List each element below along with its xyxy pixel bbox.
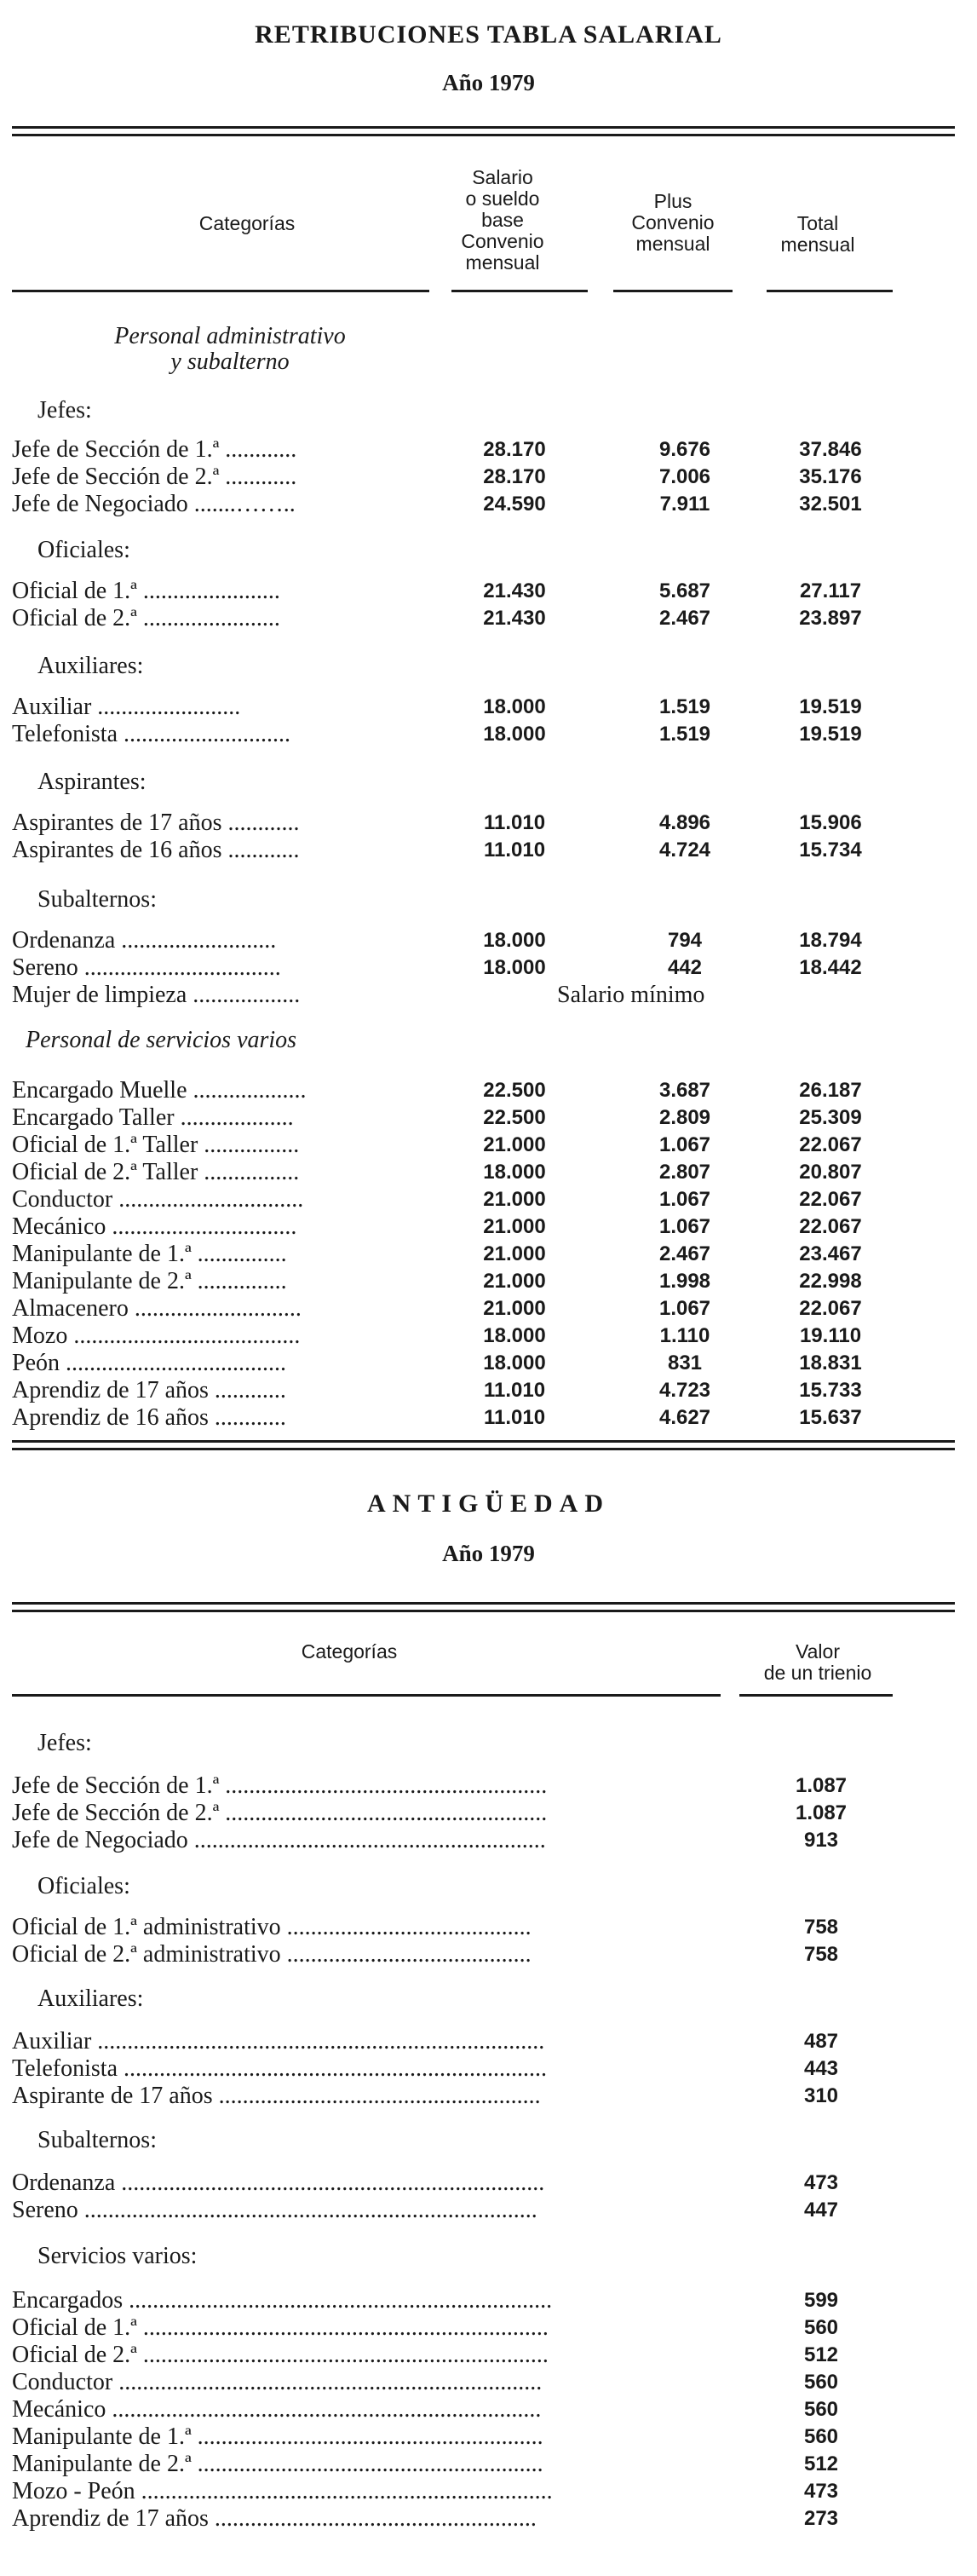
row-label: Telefonista ............................ [12, 721, 290, 747]
seniority-table-title: ANTIGÜEDAD [366, 1490, 611, 1518]
cell-base: 11.010 [483, 1379, 546, 1402]
header-value-line: de un trienio [763, 1662, 872, 1684]
cell-base: 24.590 [483, 493, 546, 516]
row-label: Auxiliar ........................ [12, 694, 241, 720]
header-underline [451, 290, 588, 292]
section-varios-heading: Personal de servicios varios [26, 1027, 297, 1053]
group-heading: Oficiales: [37, 537, 130, 563]
cell-value: 599 [803, 2289, 839, 2312]
cell-plus: 2.467 [658, 607, 711, 630]
header-underline [613, 290, 733, 292]
header-value [733, 1641, 903, 1684]
cell-total: 15.733 [799, 1379, 862, 1402]
cell-plus: 1.519 [658, 695, 711, 718]
cell-value: 1.087 [795, 1774, 848, 1797]
cell-total: 22.067 [799, 1215, 862, 1238]
cell-base: 21.000 [483, 1133, 546, 1156]
row-label: Encargado Muelle ................... [12, 1077, 307, 1104]
cell-base: 21.000 [483, 1215, 546, 1238]
cell-base: 28.170 [483, 438, 546, 461]
row-label: Oficial de 1.ª administrativo ......................................... [12, 1914, 532, 1940]
cell-base: 21.000 [483, 1270, 546, 1293]
row-label: Ordenanza ....................................................................... [12, 2170, 545, 2196]
cell-total: 22.998 [799, 1270, 862, 1293]
table-top-rule [12, 126, 955, 136]
group-heading: Jefes: [37, 397, 92, 424]
cell-base: 21.430 [483, 607, 546, 630]
cell-value: 512 [803, 2343, 839, 2366]
table-top-rule [12, 1602, 955, 1612]
row-label: Conductor ............................... [12, 1186, 304, 1213]
row-label: Mujer de limpieza .................. [12, 982, 301, 1008]
header-plus [613, 191, 733, 255]
cell-total: 32.501 [799, 493, 862, 516]
cell-total: 19.110 [799, 1324, 862, 1347]
row-label: Oficial de 2.ª .................................................................... [12, 2342, 549, 2368]
cell-total: 22.067 [799, 1133, 862, 1156]
cell-plus: 1.998 [658, 1270, 711, 1293]
cell-total: 37.846 [799, 438, 862, 461]
row-label: Jefe de Sección de 2.ª ...................................................... [12, 1800, 548, 1826]
cell-total: 22.067 [799, 1297, 862, 1320]
row-label: Oficial de 2.ª Taller ................ [12, 1159, 300, 1185]
header-plus-line: Convenio [631, 211, 715, 233]
cell-value: 447 [803, 2199, 839, 2222]
row-label: Peón ..................................... [12, 1350, 286, 1376]
header-underline [767, 290, 893, 292]
row-label: Oficial de 2.ª ....................... [12, 605, 280, 631]
section-admin-heading [51, 324, 409, 375]
seniority-table-year: Año 1979 [442, 1541, 535, 1566]
header-plus-line: mensual [635, 233, 710, 255]
cell-total: 23.467 [799, 1242, 862, 1265]
cell-total: 18.442 [799, 956, 862, 979]
header-value-line: Valor [796, 1640, 840, 1663]
row-label: Manipulante de 2.ª ............... [12, 1268, 287, 1294]
cell-plus: 1.067 [658, 1188, 711, 1211]
cell-plus: 1.067 [658, 1133, 711, 1156]
header-category: Categorías [198, 212, 296, 234]
cell-plus: 1.110 [659, 1324, 710, 1347]
cell-value: 758 [803, 1916, 839, 1939]
cell-total: 15.906 [799, 811, 862, 834]
salary-table-title: RETRIBUCIONES TABLA SALARIAL [255, 20, 722, 49]
cell-value: 487 [803, 2030, 839, 2053]
header-base [443, 167, 562, 274]
row-label: Encargados ....................................................................... [12, 2287, 553, 2314]
row-label: Telefonista ....................................................................... [12, 2055, 547, 2082]
row-label: Oficial de 1.ª Taller ................ [12, 1132, 300, 1158]
row-label: Aprendiz de 16 años ............ [12, 1404, 286, 1431]
cell-base: 28.170 [483, 465, 546, 488]
cell-plus: 1.067 [658, 1297, 711, 1320]
header-plus-line: Plus [653, 190, 693, 212]
row-label: Aprendiz de 17 años ............ [12, 1377, 286, 1403]
row-label: Manipulante de 1.ª .......................................................... [12, 2423, 543, 2450]
header-underline [12, 1694, 721, 1697]
cell-total: 18.831 [799, 1351, 862, 1374]
cell-total: 27.117 [799, 579, 862, 602]
row-label: Jefe de Sección de 2.ª ............ [12, 464, 297, 490]
header-base-line: Salario [472, 166, 533, 188]
row-label: Manipulante de 1.ª ............... [12, 1241, 287, 1267]
cell-value: 560 [803, 2398, 839, 2421]
cell-total: 19.519 [799, 723, 862, 746]
cell-base: 18.000 [483, 1324, 546, 1347]
group-heading: Oficiales: [37, 1873, 130, 1899]
cell-base: 21.000 [483, 1188, 546, 1211]
cell-plus: 4.724 [658, 838, 711, 862]
header-total-line: Total [796, 212, 839, 234]
cell-value: 1.087 [795, 1801, 848, 1824]
cell-value: 473 [803, 2171, 839, 2194]
cell-plus: 1.067 [658, 1215, 711, 1238]
cell-base: 18.000 [483, 956, 546, 979]
row-label: Jefe de Sección de 1.ª ...................................................... [12, 1772, 548, 1799]
cell-value: 473 [803, 2480, 839, 2503]
cell-base: 18.000 [483, 1161, 546, 1184]
cell-value: 758 [803, 1943, 839, 1966]
cell-plus: 2.467 [658, 1242, 711, 1265]
header-total [758, 213, 877, 256]
group-heading: Auxiliares: [37, 653, 144, 679]
group-heading: Subalternos: [37, 886, 157, 913]
cell-plus: 2.809 [658, 1106, 711, 1129]
cell-plus: 4.627 [658, 1406, 711, 1429]
header-base-line: mensual [465, 251, 540, 274]
row-label: Oficial de 2.ª administrativo ......................................... [12, 1941, 532, 1968]
cell-base: 21.000 [483, 1242, 546, 1265]
cell-value: 560 [803, 2316, 839, 2339]
cell-plus: 7.006 [658, 465, 711, 488]
cell-total: 15.734 [799, 838, 862, 862]
header-base-line: Convenio [461, 230, 544, 252]
cell-value: 443 [803, 2057, 839, 2080]
row-label: Jefe de Negociado ........................................................... [12, 1827, 546, 1853]
row-label: Ordenanza .......................... [12, 927, 277, 954]
cell-value: 560 [803, 2371, 839, 2394]
row-label: Sereno ................................. [12, 954, 281, 981]
row-label: Jefe de Negociado .......…….. [12, 491, 296, 517]
cell-total: 18.794 [799, 929, 862, 952]
row-label: Sereno ............................................................................ [12, 2197, 537, 2223]
row-label: Mecánico ............................... [12, 1213, 297, 1240]
cell-base: 11.010 [483, 1406, 546, 1429]
row-label: Jefe de Sección de 1.ª ............ [12, 436, 297, 463]
row-label: Aprendiz de 17 años ...................................................... [12, 2505, 537, 2532]
section-admin-line: Personal administrativo [114, 323, 346, 349]
cell-value: 310 [803, 2084, 839, 2107]
cell-base: 18.000 [483, 929, 546, 952]
row-label: Encargado Taller ................... [12, 1104, 294, 1131]
cell-value: 560 [803, 2425, 839, 2448]
cell-plus: 831 [667, 1351, 703, 1374]
row-label: Aspirante de 17 años ...................................................... [12, 2083, 541, 2109]
table-bottom-rule [12, 1440, 955, 1450]
cell-plus: 1.519 [658, 723, 711, 746]
group-heading: Servicios varios: [37, 2243, 198, 2269]
row-label: Almacenero ............................ [12, 1295, 302, 1322]
cell-total: 25.309 [799, 1106, 862, 1129]
cell-base: 18.000 [483, 1351, 546, 1374]
row-label: Oficial de 1.ª ....................... [12, 578, 280, 604]
cell-value: 913 [803, 1829, 839, 1852]
row-label: Mozo ...................................... [12, 1323, 301, 1349]
row-label: Aspirantes de 17 años ............ [12, 810, 300, 836]
cell-plus: 794 [667, 929, 703, 952]
row-label: Conductor ....................................................................... [12, 2369, 543, 2395]
cell-plus: 442 [667, 956, 703, 979]
cell-total: 15.637 [799, 1406, 862, 1429]
group-heading: Subalternos: [37, 2127, 157, 2153]
header-total-line: mensual [780, 233, 855, 256]
row-label: Oficial de 1.ª .................................................................... [12, 2314, 549, 2341]
cell-base: 18.000 [483, 695, 546, 718]
group-heading: Auxiliares: [37, 1985, 144, 2012]
minimum-wage-note: Salario mínimo [557, 982, 705, 1008]
group-heading: Aspirantes: [37, 769, 147, 795]
header-base-line: o sueldo [465, 187, 540, 210]
row-label: Mecánico ........................................................................ [12, 2396, 542, 2423]
group-heading: Jefes: [37, 1730, 92, 1756]
cell-value: 273 [803, 2507, 839, 2530]
row-label: Mozo - Peón ..................................................................... [12, 2478, 553, 2504]
header-underline [739, 1694, 893, 1697]
cell-base: 21.000 [483, 1297, 546, 1320]
cell-base: 11.010 [483, 811, 546, 834]
cell-base: 11.010 [483, 838, 546, 862]
cell-total: 26.187 [799, 1079, 862, 1102]
row-label: Aspirantes de 16 años ............ [12, 837, 300, 863]
cell-plus: 4.723 [658, 1379, 711, 1402]
header-category: Categorías [301, 1640, 398, 1663]
cell-plus: 9.676 [658, 438, 711, 461]
cell-plus: 5.687 [658, 579, 711, 602]
row-label: Manipulante de 2.ª .......................................................... [12, 2451, 543, 2477]
cell-plus: 3.687 [658, 1079, 711, 1102]
row-label: Auxiliar ........................................................................... [12, 2028, 545, 2054]
cell-plus: 4.896 [658, 811, 711, 834]
cell-total: 35.176 [799, 465, 862, 488]
cell-base: 22.500 [483, 1106, 546, 1129]
cell-base: 22.500 [483, 1079, 546, 1102]
cell-value: 512 [803, 2452, 839, 2475]
salary-table-year: Año 1979 [442, 70, 535, 95]
header-base-line: base [481, 209, 524, 231]
cell-total: 20.807 [799, 1161, 862, 1184]
cell-base: 18.000 [483, 723, 546, 746]
header-underline [12, 290, 429, 292]
cell-total: 23.897 [799, 607, 862, 630]
cell-plus: 2.807 [658, 1161, 711, 1184]
cell-total: 22.067 [799, 1188, 862, 1211]
cell-base: 21.430 [483, 579, 546, 602]
cell-total: 19.519 [799, 695, 862, 718]
section-admin-line: y subalterno [170, 349, 290, 375]
cell-plus: 7.911 [659, 493, 710, 516]
